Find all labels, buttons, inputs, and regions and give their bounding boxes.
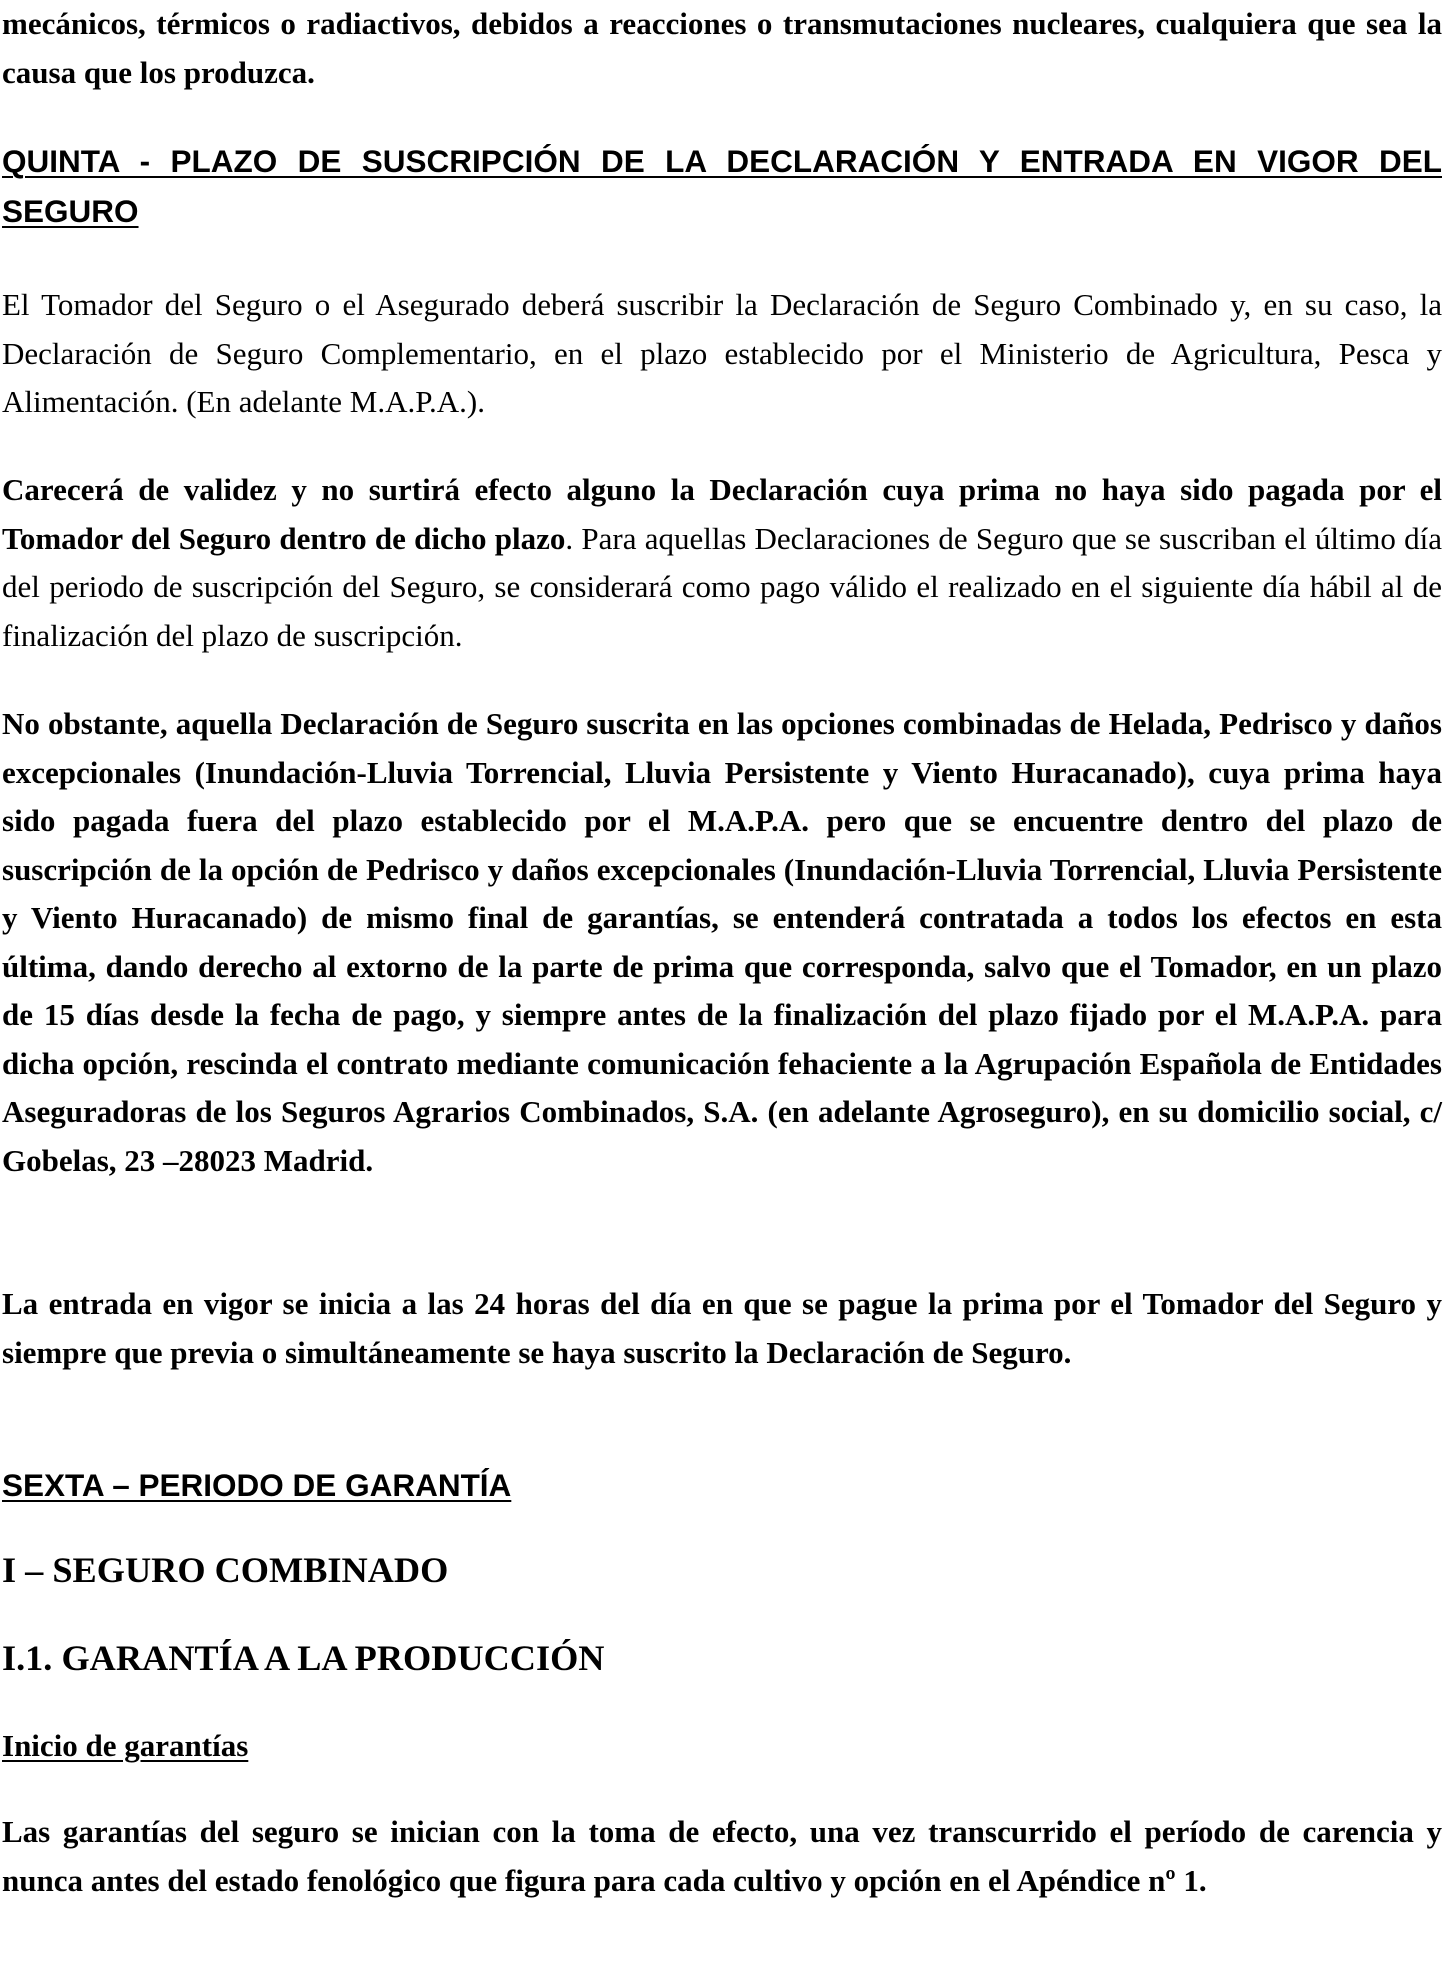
heading-sexta: SEXTA – PERIODO DE GARANTÍA bbox=[2, 1467, 512, 1503]
heading-quinta: QUINTA - PLAZO DE SUSCRIPCIÓN DE LA DECLARACIÓN Y ENTRADA EN VIGOR DEL SEGURO bbox=[2, 143, 1442, 229]
paragraph-intro-continuation: mecánicos, térmicos o radiactivos, debidos a reacciones o transmutaciones nucleares, cualquiera que sea la causa que los produzca. bbox=[2, 6, 1442, 90]
paragraph-validez-bold: Carecerá de validez y no surtirá efecto alguno la Declaración cuya prima no haya sido pagada por el Tomador del Seguro dentro de dicho plazo bbox=[2, 472, 1442, 556]
heading-inicio-garantias: Inicio de garantías bbox=[2, 1728, 249, 1763]
paragraph-no-obstante: No obstante, aquella Declaración de Seguro suscrita en las opciones combinadas de Helada, Pedrisco y daños excepcionales (Inundación-Lluvia Torrencial, Lluvia Persistente y Viento Huracanado), cuya prima haya sido pagada fuera del plazo establecido por el M.A.P.A. pero que se encuentre dentro del plazo de suscripción de la opción de Pedrisco y daños excepcionales (Inundación-Lluvia Torrencial, Lluvia Persistente y Viento Huracanado) de mismo final de garantías, se entenderá contratada a todos los efectos en esta última, dando derecho al extorno de la parte de prima que corresponda, salvo que el Tomador, en un plazo de 15 días desde la fecha de pago, y siempre antes de la finalización del plazo fijado por el M.A.P.A. para dicha opción, rescinda el contrato mediante comunicación fehaciente a la Agrupación Española de Entidades Aseguradoras de los Seguros Agrarios Combinados, S.A. (en adelante Agroseguro), en su domicilio social, c/ Gobelas, 23 –28023 Madrid. bbox=[2, 706, 1442, 1178]
paragraph-validez bbox=[2, 466, 1442, 660]
heading-garantia-produccion: I.1. GARANTÍA A LA PRODUCCIÓN bbox=[2, 1638, 605, 1678]
paragraph-validez-rest: . Para aquellas Declaraciones de Seguro que se suscriban el último día del periodo de suscripción del Seguro, se considerará como pago válido el realizado en el siguiente día hábil al de finalización del plazo de suscripción. bbox=[2, 520, 1442, 653]
paragraph-tomador: El Tomador del Seguro o el Asegurado deberá suscribir la Declaración de Seguro Combinado y, en su caso, la Declaración de Seguro Complementario, en el plazo establecido por el Ministerio de Agricultura, Pesca y Alimentación. (En adelante M.A.P.A.). bbox=[2, 287, 1442, 419]
paragraph-entrada-en-vigor: La entrada en vigor se inicia a las 24 horas del día en que se pague la prima por el Tomador del Seguro y siempre que previa o simultáneamente se haya suscrito la Declaración de Seguro. bbox=[2, 1286, 1442, 1370]
heading-seguro-combinado: I – SEGURO COMBINADO bbox=[2, 1550, 449, 1590]
paragraph-garantias: Las garantías del seguro se inician con la toma de efecto, una vez transcurrido el período de carencia y nunca antes del estado fenológico que figura para cada cultivo y opción en el Apéndice nº 1. bbox=[2, 1814, 1442, 1898]
